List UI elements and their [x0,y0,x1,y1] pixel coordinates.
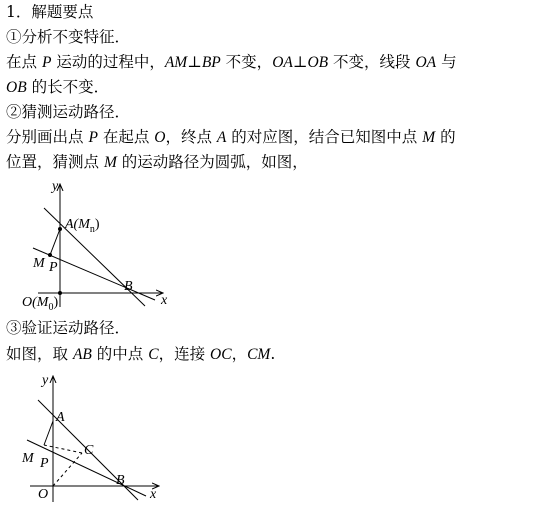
segment-O-C [53,453,82,486]
text-span: 在起点 [97,128,155,146]
paragraph-line-3 [6,52,457,73]
segment-C-M [44,445,82,453]
figure-1-diagram [0,178,180,313]
paragraph-line-7 [6,152,308,173]
text-span: 与 [436,53,457,71]
math-AB: AB [72,346,92,363]
text-span: ，终点 [165,128,217,146]
math-M: M [103,154,117,171]
text-span: 不变， [220,53,273,71]
label-O-M0 [22,295,58,313]
text-span: 运动的过程中， [51,53,165,71]
segment-A-M [50,229,60,255]
math-C: C [148,346,159,363]
text-span: ) [94,217,100,232]
label-O: O [38,487,49,502]
label-P: P [49,260,58,275]
label-y: y [52,179,59,194]
text-span: ， [231,345,248,363]
text-span: 的 [435,128,456,146]
label-C: C [84,443,94,458]
segment-A-M [44,421,53,445]
label-M: M [33,256,45,271]
text-span: . [270,345,276,363]
step-3-title: ③验证运动路径． [6,319,131,337]
label-B: B [116,473,125,488]
figure-2-diagram [0,370,180,505]
paragraph-line-4 [6,77,109,98]
text-span: A(M [65,217,90,232]
label-B: B [124,279,133,294]
text-span: ) [53,295,59,310]
perp-symbol: ⊥ [292,53,308,71]
text-span: 的长不变． [26,78,110,96]
label-y: y [42,373,49,388]
step-1-title: ①分析不变特征． [6,28,131,46]
label-x: x [161,293,168,308]
math-P: P [88,129,98,146]
text-span: 不变，线段 [328,53,416,71]
subscript: n [89,224,95,235]
text-span: 如图，取 [6,345,73,363]
paragraph-line-9 [6,344,275,365]
step-2-title: ②猜测运动路径． [6,103,131,121]
text-span: 的中点 [91,345,149,363]
point-A [58,227,62,231]
math-OB: OB [6,79,27,96]
point-O [58,291,62,295]
math-P: P [41,54,52,71]
math-OC: OC [210,346,232,363]
math-M: M [422,129,436,146]
text-span: 的对应图，结合已知图中点 [226,128,423,146]
label-x: x [150,487,157,502]
math-BP: BP [201,54,221,71]
math-CM: CM [247,346,271,363]
text-span: 在点 [6,53,42,71]
text-span: 分别画出点 [6,128,89,146]
math-OB: OB [307,54,329,71]
paragraph-line-6 [6,127,456,148]
label-A: A [56,410,65,425]
subscript: 0 [48,302,54,313]
math-A: A [216,129,227,146]
text-span: ，连接 [158,345,211,363]
label-M: M [22,451,34,466]
math-OA: OA [415,54,437,71]
text-span: O(M [22,295,49,310]
point-M [48,253,52,257]
text-span: 的运动路径为圆弧，如图， [116,153,308,171]
heading-key-points: 1．解题要点 [6,3,94,21]
math-AM: AM [164,54,188,71]
perp-symbol: ⊥ [187,53,202,71]
text-span: 位置，猜测点 [6,153,104,171]
label-P: P [40,456,49,471]
math-OA: OA [272,54,293,71]
math-O: O [154,129,166,146]
